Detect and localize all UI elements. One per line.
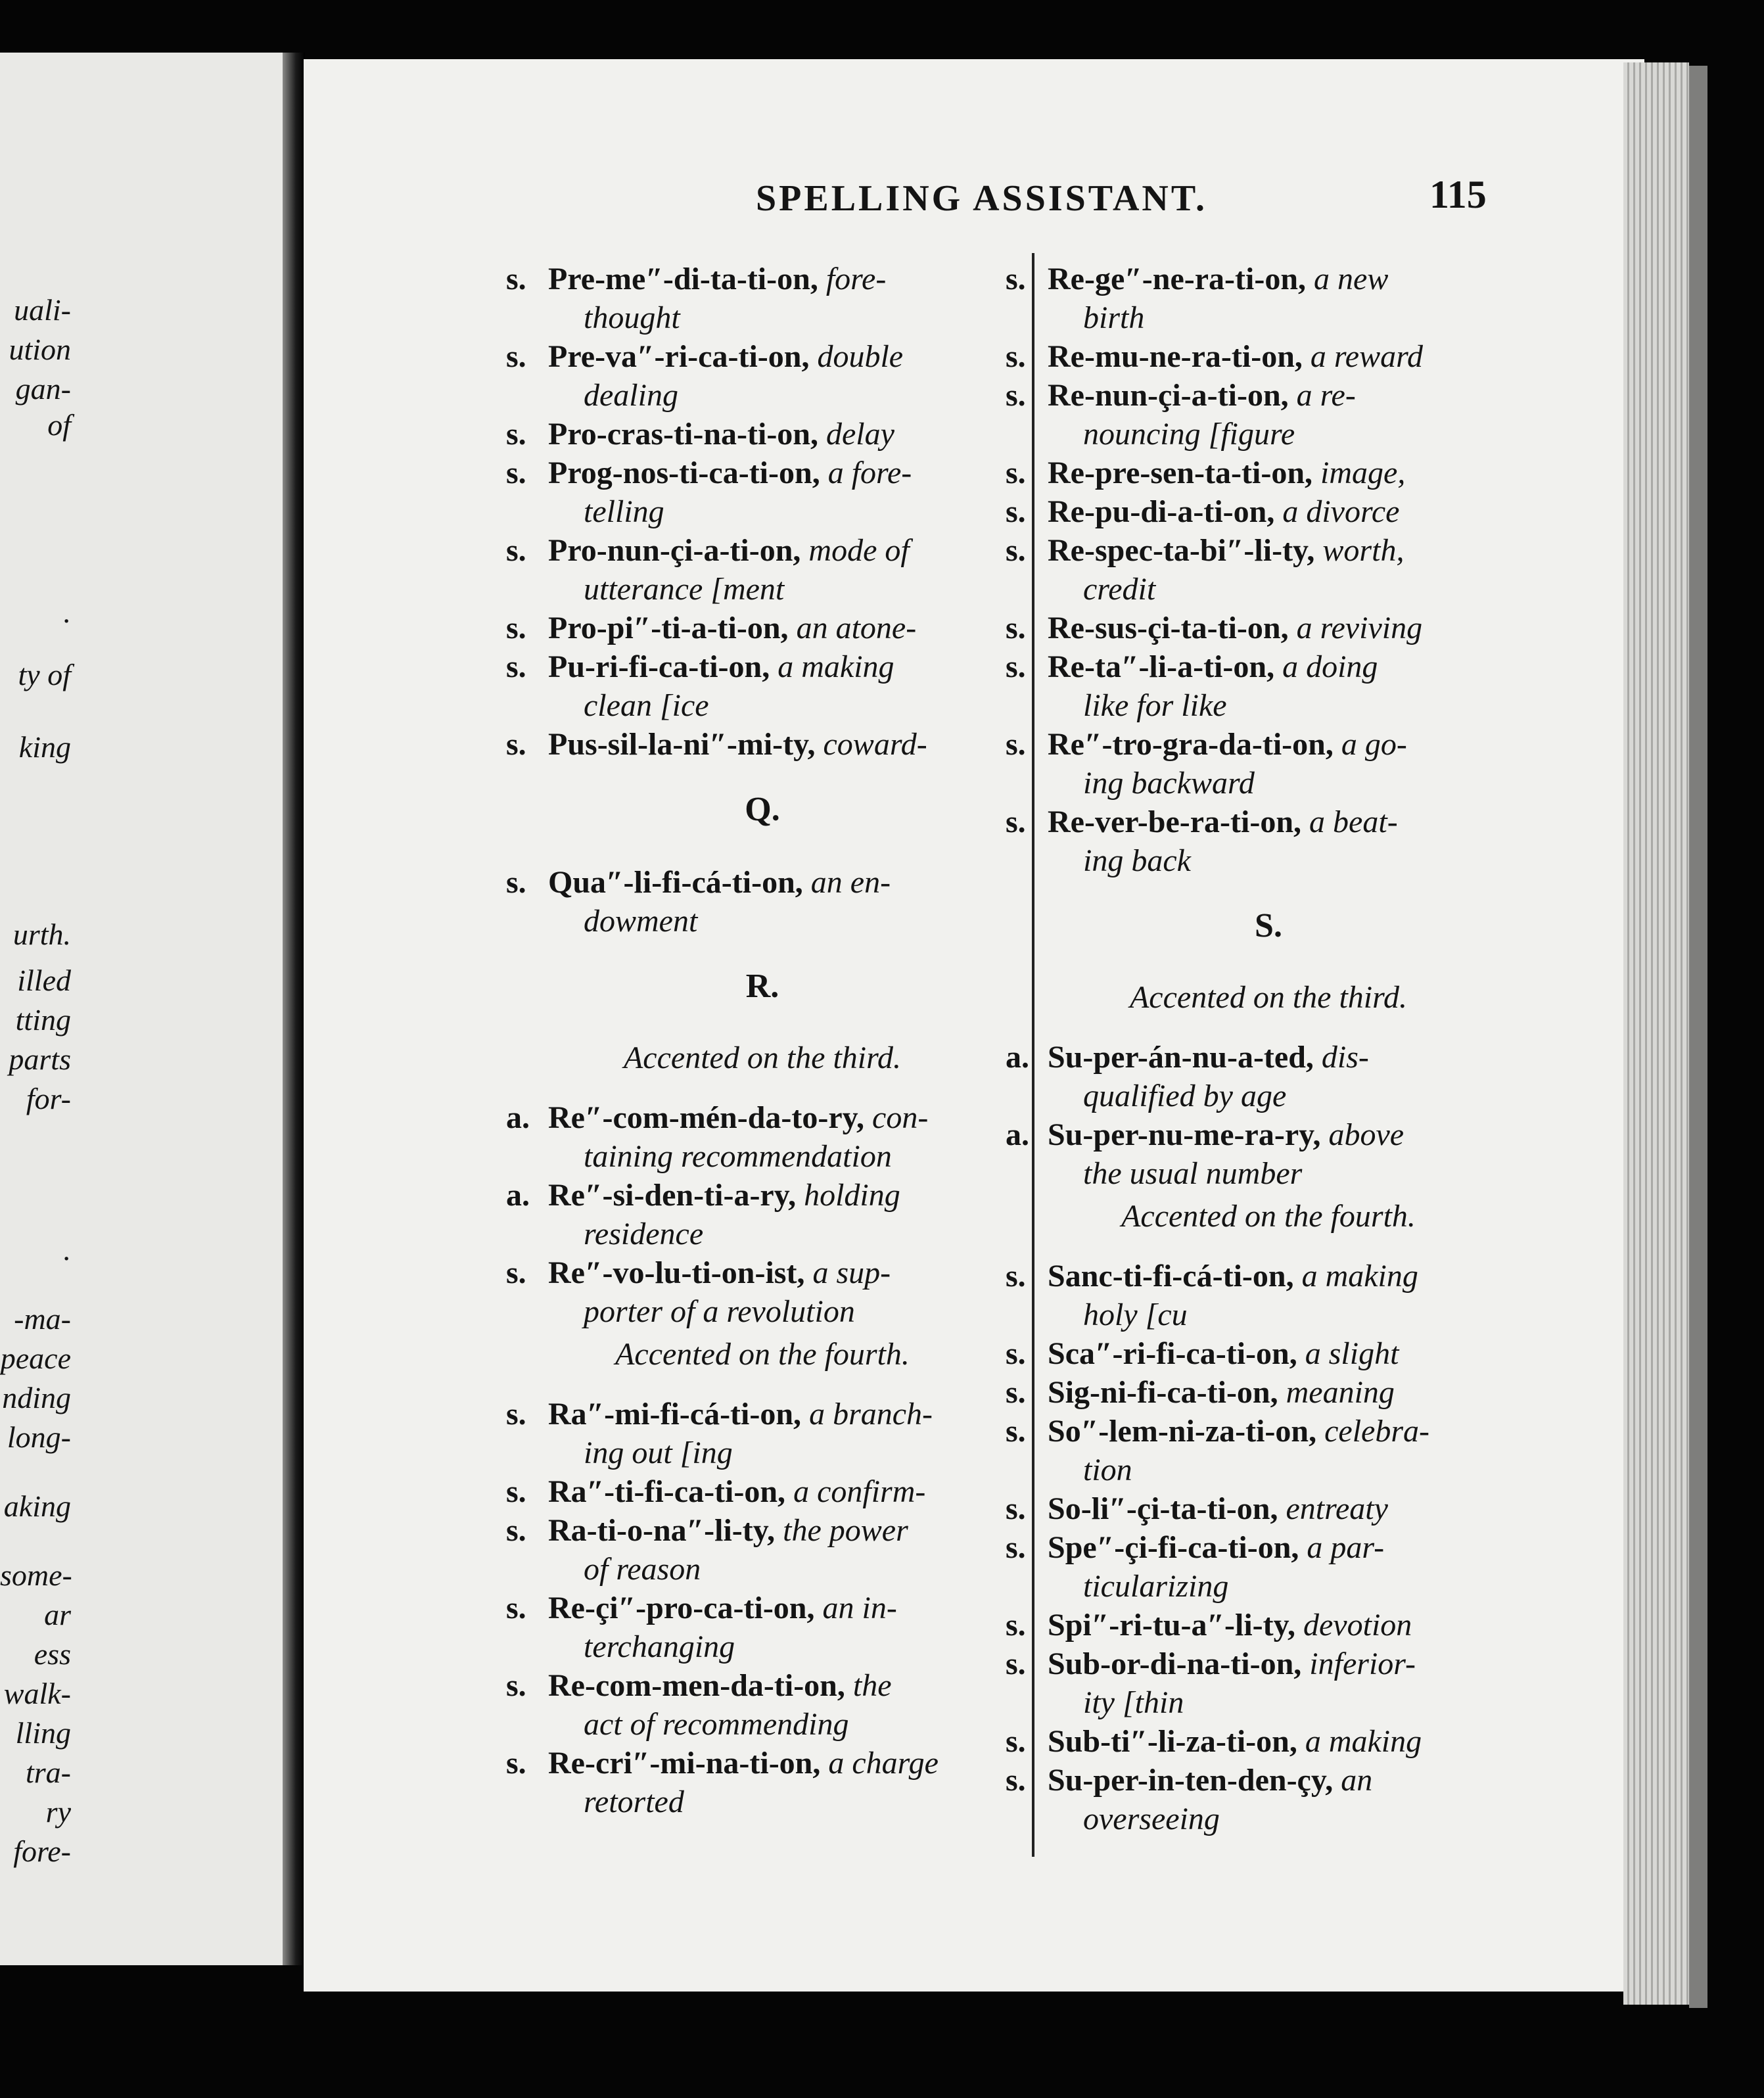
headword: Ra″-mi-fi-cá-ti-on, [548,1397,802,1432]
definition-continuation: terchanging [584,1629,735,1664]
previous-page-fragment: some- [0,1558,72,1592]
dictionary-entry [506,1744,1019,1821]
entry-line [1006,1528,1531,1567]
previous-page-fragment: aking [3,1489,71,1523]
part-of-speech: s. [1006,1375,1026,1410]
dictionary-entry [506,337,1019,415]
dictionary-entry [1006,1606,1531,1644]
definition: a reviving [1296,611,1423,645]
left-column [506,260,1019,1821]
definition: an in- [822,1591,897,1625]
previous-page-fragment: . [63,595,71,629]
page-edges [1623,62,1689,2005]
dictionary-entry [1006,1722,1531,1761]
entry-line [506,415,1019,454]
definition-continuation: clean [ice [584,688,709,723]
headword: Re-pre-sen-ta-ti-on, [1048,455,1313,490]
headword: Ra″-ti-fi-ca-ti-on, [548,1474,786,1509]
definition-continuation: nouncing [figure [1083,417,1295,452]
definition: above [1328,1117,1404,1152]
entry-line [1006,725,1531,764]
definition-continuation: residence [584,1217,704,1251]
dictionary-entry [506,415,1019,454]
part-of-speech: s. [506,533,526,568]
previous-page-fragment: of [47,408,71,442]
part-of-speech: s. [506,1255,526,1290]
part-of-speech: s. [506,649,526,684]
part-of-speech: s. [506,455,526,490]
entry-line [1006,531,1531,570]
entry-line [506,725,1019,764]
dictionary-entry [506,1395,1019,1472]
dictionary-entry [506,1253,1019,1331]
previous-page-fragment: nding [2,1381,71,1414]
previous-page-fragment: ess [34,1637,71,1671]
part-of-speech: s. [1006,611,1026,645]
part-of-speech: s. [1006,1646,1026,1681]
definition: celebra- [1324,1414,1430,1449]
previous-page-fragment: tra- [26,1756,71,1789]
entry-group-p [506,260,1019,764]
entry-line [1006,1722,1531,1761]
part-of-speech: s. [1006,1336,1026,1371]
part-of-speech: s. [506,865,526,900]
headword: Re-çi″-pro-ca-ti-on, [548,1591,815,1625]
previous-page-fragment: illed [17,964,71,997]
entry-line [1006,609,1531,647]
definition: con- [872,1100,929,1135]
definition: a doing [1282,649,1378,684]
entry-group-s4 [1006,1257,1531,1838]
dictionary-entry [1006,647,1531,725]
headword: So″-lem-ni-za-ti-on, [1048,1414,1317,1449]
definition: a par- [1307,1530,1385,1565]
definition: the [852,1668,892,1703]
definition: a making [778,649,894,684]
entry-line [1006,803,1531,841]
dictionary-entry [506,609,1019,647]
dictionary-entry [506,1666,1019,1744]
dictionary-entry [1006,337,1531,376]
entry-line [1006,337,1531,376]
definition: entreaty [1286,1491,1388,1526]
previous-page-fragment: gan- [15,372,71,406]
headword: Pre-me″-di-ta-ti-on, [548,262,818,296]
headword: Ra-ti-o-na″-li-ty, [548,1513,776,1548]
headword: Sub-or-di-na-ti-on, [1048,1646,1302,1681]
headword: Sca″-ri-fi-ca-ti-on, [1048,1336,1297,1371]
part-of-speech: s. [506,1591,526,1625]
headword: Re″-vo-lu-ti-on-ist, [548,1255,805,1290]
part-of-speech: s. [1006,727,1026,762]
previous-page-fragment: for- [26,1082,71,1115]
definition: a branch- [809,1397,933,1432]
definition: devotion [1303,1608,1412,1643]
definition-continuation: telling [584,494,664,529]
definition: an [1341,1763,1373,1798]
definition: double [817,339,904,374]
definition-continuation: birth [1083,300,1145,335]
part-of-speech: s. [1006,533,1026,568]
dictionary-entry [506,1511,1019,1589]
dictionary-entry [1006,1412,1531,1489]
entry-line [1006,647,1531,686]
headword: Sub-ti″-li-za-ti-on, [1048,1724,1297,1759]
definition-continuation: ing back [1083,843,1191,878]
definition-continuation: dealing [584,378,678,413]
definition: a sup- [812,1255,891,1290]
part-of-speech: s. [506,1474,526,1509]
headword: Pro-cras-ti-na-ti-on, [548,417,818,452]
accent-third-heading: Accented on the third. [1129,980,1408,1015]
entry-group-r [1006,260,1531,880]
dictionary-entry [506,1176,1019,1253]
definition-continuation: tion [1083,1453,1132,1487]
definition-continuation: ing backward [1083,766,1255,801]
definition: fore- [825,262,887,296]
headword: Re-ver-be-ra-ti-on, [1048,804,1302,839]
entry-line [1006,376,1531,415]
section-r-heading: R. [745,967,779,1005]
previous-page-fragment: ry [45,1795,71,1829]
definition-continuation: credit [1083,572,1156,607]
entry-line [506,647,1019,686]
entry-line [1006,1115,1531,1154]
headword: Re″-com-mén-da-to-ry, [548,1100,865,1135]
entry-line [1006,1334,1531,1373]
dictionary-entry [506,1472,1019,1511]
page-edge-shadow [1689,66,1707,2008]
definition: delay [826,417,894,452]
definition: an en- [810,865,891,900]
headword: Qua″-li-fi-cá-ti-on, [548,865,803,900]
entry-line [506,609,1019,647]
part-of-speech: a. [1006,1040,1029,1075]
previous-page-fragment: tting [15,1003,71,1037]
definition-continuation: ity [thin [1083,1685,1184,1720]
definition: a reward [1310,339,1424,374]
definition: inferior- [1309,1646,1416,1681]
part-of-speech: s. [506,1397,526,1432]
definition-continuation: holy [cu [1083,1297,1188,1332]
previous-page-fragment: fore- [13,1834,71,1868]
part-of-speech: s. [1006,1491,1026,1526]
headword: Re-sus-çi-ta-ti-on, [1048,611,1289,645]
headword: Re-pu-di-a-ti-on, [1048,494,1275,529]
entry-line [1006,1373,1531,1412]
headword: Pro-nun-çi-a-ti-on, [548,533,801,568]
definition-continuation: qualified by age [1083,1079,1287,1113]
definition-continuation: utterance [ment [584,572,785,607]
dictionary-entry [506,1589,1019,1666]
part-of-speech: s. [506,1513,526,1548]
previous-page-fragment: parts [9,1042,71,1076]
entry-group-s3 [1006,1038,1531,1193]
entry-line [506,260,1019,298]
part-of-speech: s. [1006,262,1026,296]
dictionary-entry [1006,609,1531,647]
definition: coward- [823,727,927,762]
definition: meaning [1286,1375,1395,1410]
definition: a slight [1305,1336,1399,1371]
right-column [1006,260,1531,1838]
accent-fourth-heading: Accented on the fourth. [615,1337,910,1372]
section-q-heading: Q. [745,791,780,828]
entry-line [1006,1761,1531,1800]
definition: worth, [1322,533,1404,568]
entry-line [506,531,1019,570]
part-of-speech: a. [506,1178,530,1213]
section-s-heading: S. [1255,907,1282,944]
entry-line [1006,1038,1531,1077]
headword: Re″-tro-gra-da-ti-on, [1048,727,1334,762]
part-of-speech: s. [1006,1530,1026,1565]
entry-group-r3 [506,1098,1019,1331]
dictionary-entry [506,725,1019,764]
definition-continuation: ing out [ing [584,1435,733,1470]
entry-line [506,1589,1019,1627]
headword: Spe″-çi-fi-ca-ti-on, [1048,1530,1299,1565]
definition: a fore- [827,455,912,490]
definition-continuation: like for like [1083,688,1227,723]
page-number: 115 [1429,173,1487,216]
dictionary-entry [1006,725,1531,803]
entry-line [506,1176,1019,1215]
part-of-speech: s. [506,262,526,296]
book-gutter [283,53,305,1965]
dictionary-entry [1006,1373,1531,1412]
dictionary-entry [1006,531,1531,609]
definition-continuation: porter of a revolution [584,1294,855,1329]
entry-line [1006,1606,1531,1644]
part-of-speech: s. [1006,378,1026,413]
headword: Prog-nos-ti-ca-ti-on, [548,455,820,490]
definition: an atone- [796,611,917,645]
definition: mode of [808,533,910,568]
previous-page-fragment: ty of [18,658,71,691]
part-of-speech: s. [1006,649,1026,684]
entry-line [1006,492,1531,531]
entry-line [506,1098,1019,1137]
previous-page [0,53,292,1965]
running-header: SPELLING ASSISTANT. [756,178,1208,219]
accent-fourth-heading: Accented on the fourth. [1121,1199,1416,1234]
definition-continuation: retorted [584,1784,684,1819]
dictionary-entry [1006,376,1531,454]
entry-group-q [506,863,1019,941]
previous-page-fragment: lling [15,1716,71,1750]
headword: Pro-pi″-ti-a-ti-on, [548,611,789,645]
definition: a making [1305,1724,1422,1759]
previous-page-fragment: ar [44,1598,71,1631]
definition-continuation: ticularizing [1083,1569,1229,1604]
headword: So-li″-çi-ta-ti-on, [1048,1491,1278,1526]
dictionary-entry [1006,1489,1531,1528]
part-of-speech: s. [1006,1763,1026,1798]
entry-line [1006,1412,1531,1451]
part-of-speech: s. [1006,455,1026,490]
part-of-speech: s. [1006,339,1026,374]
previous-page-fragment: urth. [12,918,71,951]
part-of-speech: s. [506,727,526,762]
definition: image, [1320,455,1406,490]
part-of-speech: s. [1006,494,1026,529]
headword: Re-com-men-da-ti-on, [548,1668,845,1703]
definition: a new [1314,262,1389,296]
entry-line [1006,260,1531,298]
entry-line [506,1395,1019,1434]
dictionary-entry [1006,1257,1531,1334]
definition: a beat- [1309,804,1398,839]
definition-continuation: thought [584,300,680,335]
part-of-speech: a. [506,1100,530,1135]
part-of-speech: s. [506,1668,526,1703]
previous-page-fragment: king [18,730,71,764]
headword: Su-per-in-ten-den-çy, [1048,1763,1334,1798]
dictionary-entry [1006,492,1531,531]
dictionary-entry [506,647,1019,725]
dictionary-entry [1006,1115,1531,1193]
part-of-speech: s. [506,611,526,645]
previous-page-fragment: peace [0,1341,71,1375]
headword: Pu-ri-fi-ca-ti-on, [548,649,770,684]
entry-line [506,1666,1019,1705]
dictionary-entry [506,863,1019,941]
definition: the power [783,1513,908,1548]
dictionary-entry [1006,260,1531,337]
headword: Re-ta″-li-a-ti-on, [1048,649,1275,684]
dictionary-entry [506,454,1019,531]
definition: a making [1301,1259,1418,1294]
entry-line [506,454,1019,492]
headword: Sig-ni-fi-ca-ti-on, [1048,1375,1278,1410]
dictionary-entry [506,531,1019,609]
previous-page-fragment: uali- [14,293,71,327]
part-of-speech: s. [506,417,526,452]
accent-third-heading: Accented on the third. [623,1040,902,1075]
headword: Pre-va″-ri-ca-ti-on, [548,339,810,374]
definition: holding [804,1178,900,1213]
part-of-speech: s. [1006,804,1026,839]
definition-continuation: of reason [584,1552,701,1587]
definition-continuation: act of recommending [584,1707,849,1742]
headword: Re-spec-ta-bi″-li-ty, [1048,533,1315,568]
headword: Re-nun-çi-a-ti-on, [1048,378,1289,413]
previous-page-fragment: ution [9,333,71,366]
dictionary-entry [1006,1761,1531,1838]
headword: Re-ge″-ne-ra-ti-on, [1048,262,1307,296]
headword: Sanc-ti-fi-cá-ti-on, [1048,1259,1294,1294]
definition: a confirm- [793,1474,926,1509]
dictionary-entry [1006,1644,1531,1722]
entry-line [506,337,1019,376]
part-of-speech: s. [506,1746,526,1781]
dictionary-entry [1006,454,1531,492]
definition-continuation: overseeing [1083,1802,1220,1836]
headword: Pus-sil-la-ni″-mi-ty, [548,727,816,762]
dictionary-entry [1006,1528,1531,1606]
part-of-speech: s. [1006,1259,1026,1294]
previous-page-fragment: -ma- [14,1302,71,1336]
dictionary-entry [506,260,1019,337]
definition: dis- [1321,1040,1369,1075]
entry-line [506,1511,1019,1550]
headword: Su-per-nu-me-ra-ry, [1048,1117,1321,1152]
part-of-speech: s. [506,339,526,374]
dictionary-entry [1006,1038,1531,1115]
part-of-speech: s. [1006,1414,1026,1449]
headword: Spi″-ri-tu-a″-li-ty, [1048,1608,1295,1643]
entry-line [1006,1257,1531,1295]
dictionary-entry [1006,1334,1531,1373]
part-of-speech: a. [1006,1117,1029,1152]
previous-page-fragment: walk- [3,1677,71,1710]
previous-page-fragment: long- [7,1420,71,1454]
entry-line [506,863,1019,902]
entry-line [1006,454,1531,492]
entry-line [506,1253,1019,1292]
definition-continuation: the usual number [1083,1156,1303,1191]
definition: a re- [1296,378,1356,413]
definition: a go- [1341,727,1407,762]
entry-line [1006,1489,1531,1528]
definition: a charge [828,1746,939,1781]
headword: Re″-si-den-ti-a-ry, [548,1178,797,1213]
entry-group-r4 [506,1395,1019,1821]
part-of-speech: s. [1006,1724,1026,1759]
headword: Su-per-án-nu-a-ted, [1048,1040,1314,1075]
previous-page-fragment: . [63,1233,71,1267]
definition-continuation: dowment [584,904,698,939]
dictionary-entry [506,1098,1019,1176]
dictionary-entry [1006,803,1531,880]
entry-line [506,1472,1019,1511]
entry-line [506,1744,1019,1783]
part-of-speech: s. [1006,1608,1026,1643]
definition-continuation: taining recommendation [584,1139,892,1174]
headword: Re-mu-ne-ra-ti-on, [1048,339,1303,374]
definition: a divorce [1282,494,1400,529]
headword: Re-cri″-mi-na-ti-on, [548,1746,821,1781]
entry-line [1006,1644,1531,1683]
